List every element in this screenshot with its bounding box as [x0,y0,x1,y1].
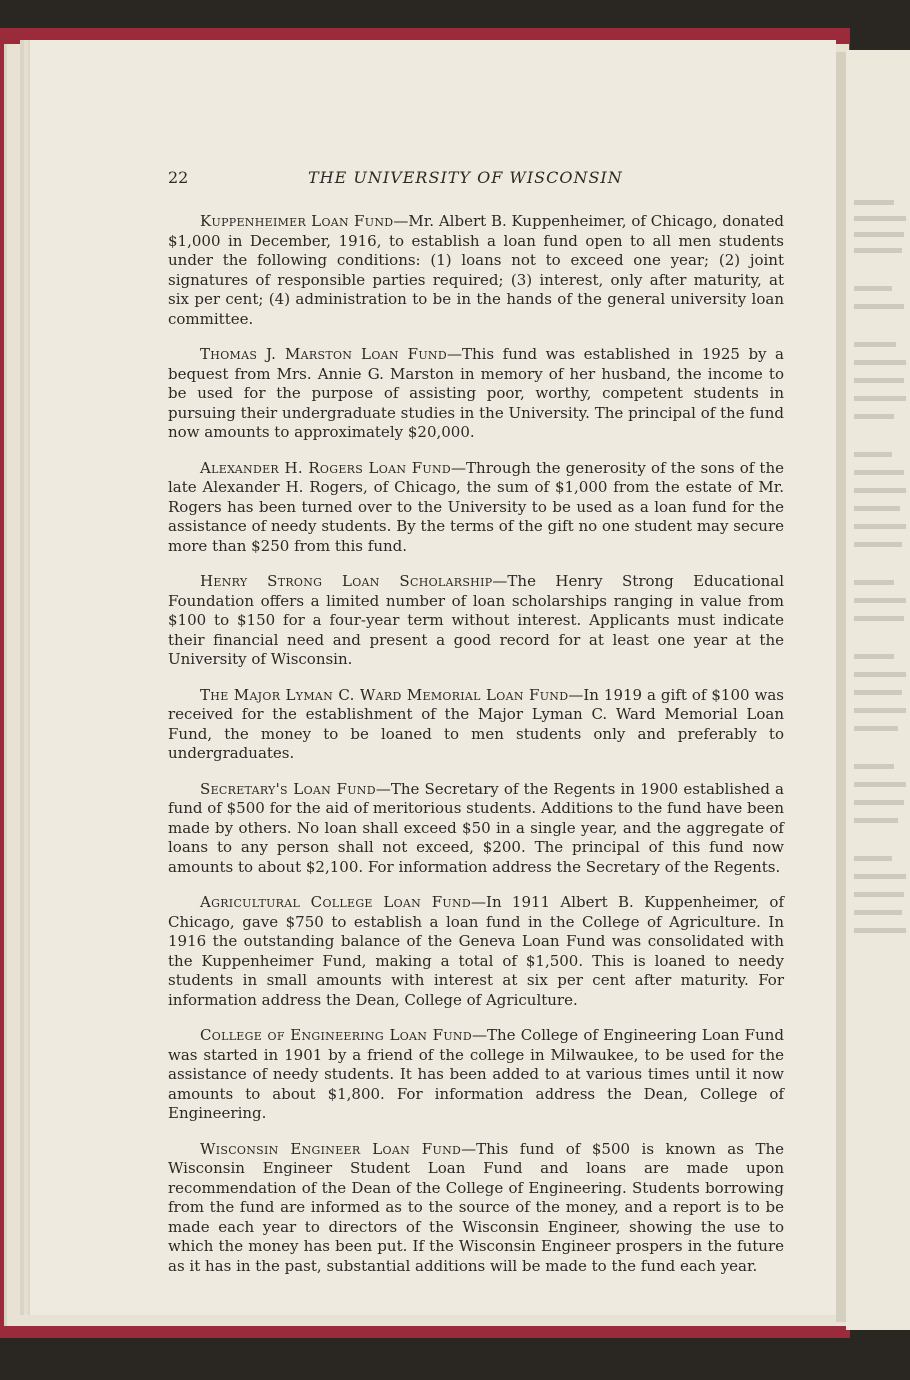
facing-page-line [854,580,894,585]
facing-page-line [854,360,906,365]
page-number: 22 [168,168,189,187]
paragraph-text: —The College of Engineering Loan Fund was started in 1901 by a friend of the college in Milwaukee, to be used for the assistance of needy students. It has been added to at various times until it now amounts to about $1,800. For information address the Dean, College of Engineering. [168,1026,784,1122]
running-title: THE UNIVERSITY OF WISCONSIN [308,168,623,187]
facing-page-line [854,726,898,731]
facing-page-line [854,286,892,291]
paragraph-heading: Henry Strong Loan Scholarship [200,572,493,590]
paragraph-text: —Through the generosity of the sons of the late Alexander H. Rogers, of Chicago, the sum of $1,000 from the estate of Mr. Rogers has been turned over to the University to be used as a loan fund for the assistance of needy students. By the terms of the gift no one student may secure more than $250 from this fund. [168,458,784,555]
facing-page-line [854,672,906,677]
facing-page-line [854,654,894,659]
facing-page-line [854,542,902,547]
facing-page-line [854,782,906,787]
paragraph-agricultural-college-loan-fund [168,893,784,1010]
facing-page-line [854,304,904,309]
gutter [836,52,846,1322]
facing-page-line [854,856,892,861]
facing-page-line [854,524,906,529]
paragraph-rogers-loan-fund [168,459,784,557]
facing-page-line [854,414,894,419]
facing-page-line [854,378,904,383]
facing-page-line [854,342,896,347]
paragraph-heading: Kuppenheimer Loan Fund [200,212,394,230]
facing-page-line [854,892,904,897]
paragraph-heading: Alexander H. Rogers Loan Fund [200,458,452,477]
facing-page-line [854,800,904,805]
paragraph-text: —This fund was established in 1925 by a bequest from Mrs. Annie G. Marston in memory of her husband, the income to be used for the purpose of assisting poor, worthy, competent students in pursuing their undergraduate studies in the University. The principal of the fund now amounts to approximately $20,000. [168,345,784,441]
facing-page-line [854,708,906,713]
facing-page-line [854,216,906,221]
paragraph-text: —Mr. Albert B. Kuppenheimer, of Chicago, donated $1,000 in December, 1916, to establish a loan fund open to all men students under the following conditions: (1) loans not to exceed one year; (2) joint signatures of responsible parties required; (3) interest, only after maturity, at six per cent; (4) administration to be in the hands of the general university loan committee. [168,212,784,328]
facing-page-line [854,232,904,237]
paragraph-marston-loan-fund [168,345,784,443]
paragraph-heading: Agricultural College Loan Fund [200,893,472,911]
paragraph-text: —The Henry Strong Educational Foundation offers a limited number of loan scholarships ranging in value from $100 to $150 for a four-year term without interest. Applicants must indicate their financial need and present a good record for at least one year at the University of Wisconsin. [168,572,784,668]
facing-page-line [854,818,898,823]
paragraph-kuppenheimer-loan-fund [168,212,784,329]
paragraph-henry-strong-scholarship [168,572,784,670]
facing-page-edge [846,50,910,1330]
facing-page-line [854,396,906,401]
paragraph-secretarys-loan-fund [168,780,784,878]
facing-page-line [854,598,906,603]
paragraph-text: —This fund of $500 is known as The Wisconsin Engineer Student Loan Fund and loans are made upon recommendation of the Dean of the College of Engineering. Students borrowing from the fund are informed as to the source of the money, and a report is to be made each year to directors of the Wisconsin Engineer, showing the use to which the money has been put. If the Wisconsin Engineer prospers in the future as it has in the past, substantial additions will be made to the fund each year. [168,1139,784,1275]
facing-page-line [854,452,892,457]
paragraph-wisconsin-engineer-loan-fund [168,1140,784,1277]
paragraph-text: —The Secretary of the Regents in 1900 established a fund of $500 for the aid of meritorious students. Additions to the fund have been made by others. No loan shall exceed $50 in a single year, and the aggregate of loans to any person shall not exceed, $200. The principal of this fund now amounts to about $2,100. For information address the Secretary of the Regents. [168,779,784,876]
facing-page-line [854,470,904,475]
paragraph-heading: Wisconsin Engineer Loan Fund [200,1139,462,1158]
body-text [168,212,784,1292]
paragraph-text: —In 1919 a gift of $100 was received for the establishment of the Major Lyman C. Ward Memorial Loan Fund, the money to be loaned to men students only and preferably to undergraduates. [168,685,784,762]
facing-page-line [854,506,900,511]
facing-page-line [854,690,902,695]
paragraph-heading: College of Engineering Loan Fund [200,1026,472,1044]
facing-page-line [854,488,906,493]
facing-page-line [854,248,902,253]
paragraph-heading: The Major Lyman C. Ward Memorial Loan Fund [200,685,569,704]
facing-page-line [854,764,894,769]
paragraph-engineering-loan-fund [168,1026,784,1124]
paragraph-ward-memorial-loan-fund [168,686,784,764]
paragraph-text: —In 1911 Albert B. Kuppenheimer, of Chicago, gave $750 to establish a loan fund in the College of Agriculture. In 1916 the outstanding balance of the Geneva Loan Fund was consolidated with the Kuppenheimer Fund, making a total of $1,500. This is loaned to needy students in small amounts with interest at six per cent after maturity. For information address the Dean, College of Agriculture. [168,893,785,1009]
facing-page-line [854,874,906,879]
page-header [168,168,638,192]
facing-page-line [854,616,904,621]
paragraph-heading: Secretary's Loan Fund [200,779,376,798]
facing-page-line [854,928,906,933]
facing-page-line [854,910,902,915]
paragraph-heading: Thomas J. Marston Loan Fund [200,345,447,363]
facing-page-line [854,200,894,205]
